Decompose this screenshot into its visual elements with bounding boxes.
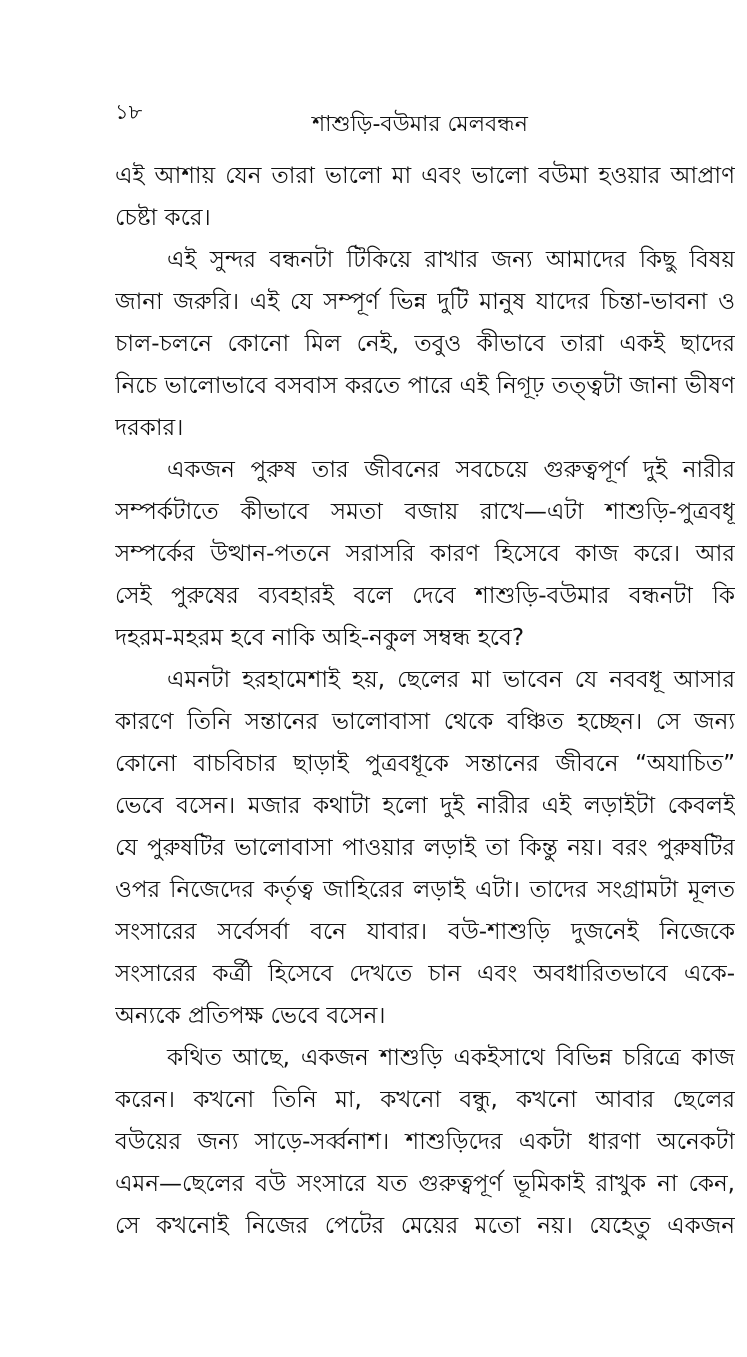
text-line: চেষ্টা করে। <box>115 205 211 231</box>
text-line: একজন পুরুষ তার জীবনের সবচেয়ে গুরুত্বপূর্ণ দুই নারীর <box>167 457 735 483</box>
running-header-title: শাশুড়ি-বউমার মেলবন্ধন <box>312 112 528 137</box>
page-number: ১৮ <box>115 100 143 124</box>
text-line: সম্পর্কটাতে কীভাবে সমতা বজায় রাখে—এটা শাশুড়ি-পুত্রবধূ <box>115 499 735 525</box>
body-text <box>115 155 735 1247</box>
text-line: অন্যকে প্রতিপক্ষ ভেবে বসেন। <box>115 1003 386 1029</box>
text-line: বউয়ের জন্য সাড়ে-সর্ব্বনাশ। শাশুড়িদের একটা ধারণা অনেকটা <box>115 1129 735 1155</box>
paragraph <box>115 659 735 1037</box>
text-line: করেন। কখনো তিনি মা, কখনো বন্ধু, কখনো আবার ছেলের <box>115 1087 735 1113</box>
text-line: দহরম-মহরম হবে নাকি অহি-নকুল সম্বন্ধ হবে? <box>115 625 525 651</box>
text-line: এমন—ছেলের বউ সংসারে যত গুরুত্বপূর্ণ ভূমিকাই রাখুক না কেন, <box>115 1171 735 1197</box>
text-line: এই আশায় যেন তারা ভালো মা এবং ভালো বউমা হওয়ার আপ্রাণ <box>115 163 735 189</box>
text-line: জানা জরুরি। এই যে সম্পূর্ণ ভিন্ন দুটি মানুষ যাদের চিন্তা-ভাবনা ও <box>115 289 735 315</box>
text-line: চাল-চলনে কোনো মিল নেই, তবুও কীভাবে তারা একই ছাদের <box>115 331 735 357</box>
text-line: সংসারের কর্ত্রী হিসেবে দেখতে চান এবং অবধারিতভাবে একে- <box>115 961 735 987</box>
text-line: ভেবে বসেন। মজার কথাটা হলো দুই নারীর এই লড়াইটা কেবলই <box>115 793 735 819</box>
text-line: সম্পর্কের উত্থান-পতনে সরাসরি কারণ হিসেবে কাজ করে। আর <box>115 541 735 567</box>
paragraph <box>115 449 735 659</box>
paragraph <box>115 1037 735 1247</box>
text-line: দরকার। <box>115 415 184 441</box>
text-line: সে কখনোই নিজের পেটের মেয়ের মতো নয়। যেহেতু একজন <box>115 1213 735 1239</box>
text-line: কথিত আছে, একজন শাশুড়ি একইসাথে বিভিন্ন চরিত্রে কাজ <box>167 1045 735 1071</box>
text-line: কারণে তিনি সন্তানের ভালোবাসা থেকে বঞ্চিত হচ্ছেন। সে জন্য <box>115 709 735 735</box>
text-line: সেই পুরুষের ব্যবহারই বলে দেবে শাশুড়ি-বউমার বন্ধনটা কি <box>115 583 735 609</box>
text-line: কোনো বাচবিচার ছাড়াই পুত্রবধূকে সন্তানের জীবনে “অযাচিত” <box>115 751 735 777</box>
paragraph <box>115 155 735 239</box>
text-line: সংসারের সর্বেসর্বা বনে যাবার। বউ-শাশুড়ি দুজনেই নিজেকে <box>115 919 735 945</box>
text-line: এমনটা হরহামেশাই হয়, ছেলের মা ভাবেন যে নববধূ আসার <box>167 667 735 693</box>
text-line: নিচে ভালোভাবে বসবাস করতে পারে এই নিগূঢ় তত্ত্বটা জানা ভীষণ <box>115 373 735 399</box>
text-line: ওপর নিজেদের কর্তৃত্ব জাহিরের লড়াই এটা। তাদের সংগ্রামটা মূলত <box>115 877 735 903</box>
text-line: এই সুন্দর বন্ধনটা টিকিয়ে রাখার জন্য আমাদের কিছু বিষয় <box>167 247 735 273</box>
text-line: যে পুরুষটির ভালোবাসা পাওয়ার লড়াই তা কিন্তু নয়। বরং পুরুষটির <box>115 835 735 861</box>
paragraph <box>115 239 735 449</box>
